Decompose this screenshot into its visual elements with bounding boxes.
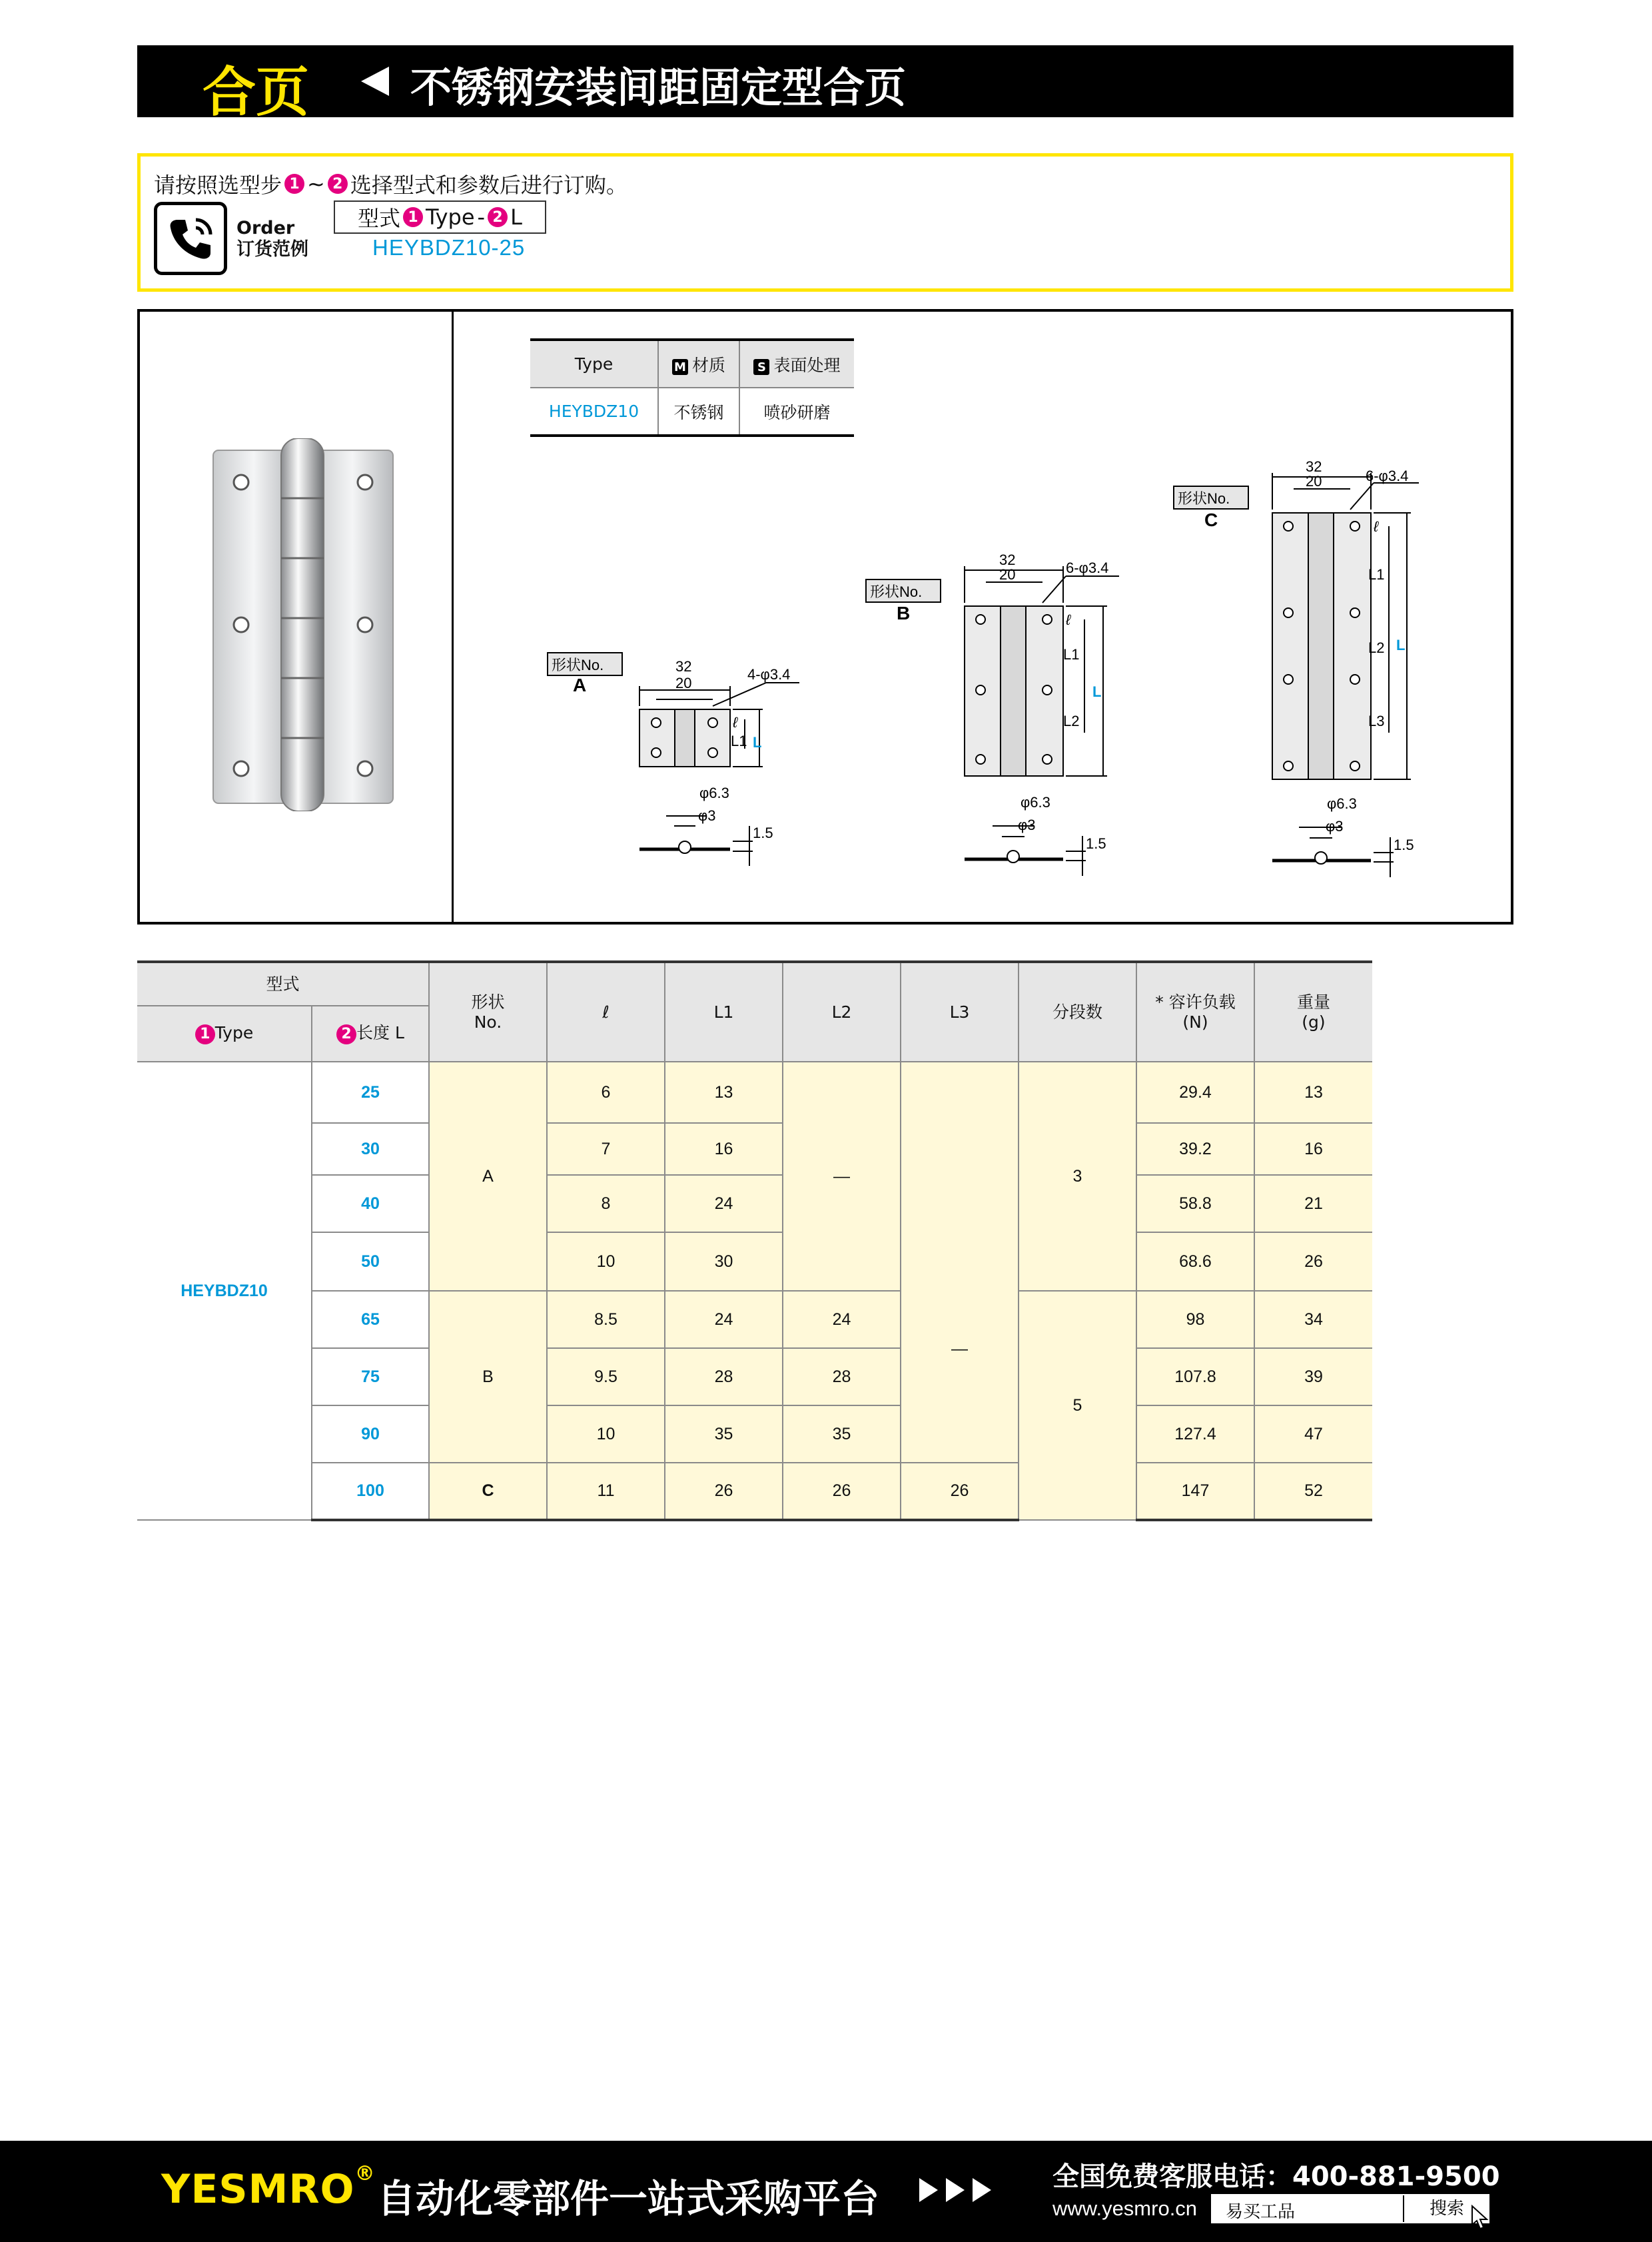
- dim-c-L1: L1: [1368, 566, 1385, 583]
- segments-b-cell: 5: [1019, 1291, 1136, 1520]
- length-cell: 30: [312, 1123, 429, 1175]
- shape-b-label: 形状No.: [870, 583, 923, 600]
- header-type-label: Type: [214, 1023, 254, 1042]
- load-cell: 147: [1136, 1463, 1254, 1520]
- dim-b-L: L: [1092, 683, 1102, 700]
- L1-cell: 24: [665, 1291, 783, 1348]
- dim-a-L: L: [753, 734, 762, 751]
- order-format: [334, 200, 546, 234]
- weight-cell: 16: [1254, 1123, 1372, 1175]
- header-length: [312, 1006, 429, 1062]
- spec-header-type: Type: [530, 340, 658, 388]
- table-row: [137, 1232, 1372, 1291]
- weight-cell: 47: [1254, 1405, 1372, 1463]
- dim-c-l: ℓ: [1374, 518, 1379, 535]
- dim-c-L: L: [1396, 637, 1406, 653]
- hotline: 全国免费客服电话：400-881-9500: [1052, 2161, 1500, 2192]
- format-step-1-badge: 1: [403, 207, 423, 227]
- segments-a-cell: 3: [1019, 1062, 1136, 1291]
- header-group: 型式: [137, 962, 429, 1006]
- website-link[interactable]: www.yesmro.cn: [1052, 2197, 1198, 2220]
- length-cell: 90: [312, 1405, 429, 1463]
- panel-divider: [452, 312, 454, 922]
- yesmro-logo[interactable]: [161, 2162, 376, 2213]
- dim-a-phi63: φ6.3: [699, 785, 729, 801]
- instruction-text-end: 选择型式和参数后进行订购。: [350, 173, 627, 198]
- weight-cell: 34: [1254, 1291, 1372, 1348]
- dim-a-20: 20: [675, 675, 692, 691]
- header-L1: L1: [665, 962, 783, 1062]
- format-dash: -: [477, 204, 486, 230]
- dim-c-20: 20: [1306, 473, 1322, 490]
- hinge-photo: [206, 438, 400, 811]
- L3-cell: 26: [901, 1463, 1019, 1520]
- dim-b-t15: 1.5: [1086, 835, 1106, 852]
- table-row: [137, 1062, 1372, 1123]
- spec-surface-value: 喷砂研磨: [739, 388, 854, 436]
- search-button[interactable]: 搜索: [1403, 2195, 1489, 2222]
- load-cell: 29.4: [1136, 1062, 1254, 1123]
- L2-cell: 35: [783, 1405, 901, 1463]
- arrow-left-icon: [361, 67, 389, 96]
- l-cell: 11: [547, 1463, 665, 1520]
- play-arrow-icon: [946, 2178, 965, 2202]
- dim-b-phi63: φ6.3: [1021, 794, 1050, 811]
- l-cell: 8: [547, 1175, 665, 1232]
- length-cell: 25: [312, 1062, 429, 1123]
- weight-cell: 39: [1254, 1348, 1372, 1405]
- l-cell: 10: [547, 1232, 665, 1291]
- shape-a-letter: A: [573, 675, 587, 695]
- load-cell: 68.6: [1136, 1232, 1254, 1291]
- dimension-table: [137, 960, 1372, 1521]
- L1-cell: 13: [665, 1062, 783, 1123]
- dim-b-L2: L2: [1063, 713, 1080, 729]
- load-cell: 98: [1136, 1291, 1254, 1348]
- L1-cell: 26: [665, 1463, 783, 1520]
- header-weight-label: 重量: [1296, 992, 1330, 1012]
- length-cell: 65: [312, 1291, 429, 1348]
- play-arrow-icon: [919, 2178, 938, 2202]
- L1-cell: 16: [665, 1123, 783, 1175]
- cursor-icon: [1471, 2205, 1491, 2231]
- header-load: [1136, 962, 1254, 1062]
- dim-a-32: 32: [675, 658, 692, 675]
- shape-a-label: 形状No.: [552, 657, 604, 673]
- length-cell: 50: [312, 1232, 429, 1291]
- header-shape: [429, 962, 547, 1062]
- table-row: [137, 1291, 1372, 1348]
- dim-a-holes: 4-φ3.4: [747, 666, 791, 683]
- dim-a-L1: L1: [731, 733, 747, 749]
- dim-b-32: 32: [999, 552, 1016, 568]
- order-example: HEYBDZ10-25: [372, 235, 526, 260]
- dim-b-holes: 6-φ3.4: [1066, 560, 1109, 576]
- logo-text: YESMRO: [161, 2166, 355, 2213]
- dim-a-l: ℓ: [733, 714, 738, 731]
- surface-icon: S: [753, 359, 769, 375]
- order-box: [137, 153, 1513, 292]
- table-row: [137, 1175, 1372, 1232]
- format-length: L: [510, 204, 522, 230]
- length-cell: 100: [312, 1463, 429, 1520]
- table-row: [137, 1463, 1372, 1520]
- shape-b-cell: B: [429, 1291, 547, 1463]
- length-cell: 40: [312, 1175, 429, 1232]
- l-cell: 7: [547, 1123, 665, 1175]
- dim-b-20: 20: [999, 566, 1016, 583]
- header-weight-unit: (g): [1302, 1012, 1326, 1032]
- spec-material-value: 不锈钢: [658, 388, 739, 436]
- search-box[interactable]: [1211, 2194, 1489, 2223]
- header-length-label: 长度 L: [356, 1023, 404, 1042]
- shape-b-letter: B: [897, 603, 911, 623]
- footer-bar: [0, 2141, 1652, 2242]
- L1-cell: 24: [665, 1175, 783, 1232]
- L2-cell: 26: [783, 1463, 901, 1520]
- step-1-badge: 1: [284, 174, 304, 194]
- weight-cell: 21: [1254, 1175, 1372, 1232]
- dim-c-phi3: φ3: [1326, 818, 1344, 835]
- L2-cell: 24: [783, 1291, 901, 1348]
- l-cell: 6: [547, 1062, 665, 1123]
- dim-c-t15: 1.5: [1394, 837, 1414, 853]
- instruction-text: 请按照选型步: [154, 173, 282, 198]
- shape-c-label: 形状No.: [1178, 490, 1230, 507]
- spec-header-material-label: 材质: [691, 355, 725, 375]
- load-cell: 58.8: [1136, 1175, 1254, 1232]
- weight-cell: 13: [1254, 1062, 1372, 1123]
- footer-slogan: 自动化零部件一站式采购平台: [377, 2176, 880, 2221]
- registered-mark: ®: [354, 2162, 376, 2185]
- dim-a-t15: 1.5: [753, 825, 773, 841]
- order-label: [236, 218, 308, 260]
- header-l: ℓ: [547, 962, 665, 1062]
- order-label-en: Order: [236, 218, 295, 238]
- weight-cell: 26: [1254, 1232, 1372, 1291]
- dim-c-L3: L3: [1368, 713, 1385, 729]
- shape-c-letter: C: [1204, 510, 1218, 530]
- header-L3: L3: [901, 962, 1019, 1062]
- header-type: [137, 1006, 312, 1062]
- play-arrow-icon: [973, 2178, 991, 2202]
- format-step-2-badge: 2: [488, 207, 508, 227]
- dim-c-phi63: φ6.3: [1327, 795, 1357, 812]
- spec-header-surface: [739, 340, 854, 388]
- l-cell: 10: [547, 1405, 665, 1463]
- dim-b-phi3: φ3: [1018, 817, 1036, 833]
- shape-a-cell: A: [429, 1062, 547, 1291]
- dim-c-holes: 6-φ3.4: [1366, 468, 1409, 484]
- L1-cell: 28: [665, 1348, 783, 1405]
- technical-drawings: [533, 453, 1439, 879]
- load-cell: 127.4: [1136, 1405, 1254, 1463]
- dim-c-L2: L2: [1368, 639, 1385, 656]
- format-type: Type: [426, 204, 475, 230]
- dim-b-l: ℓ: [1066, 611, 1071, 628]
- load-cell: 107.8: [1136, 1348, 1254, 1405]
- dim-b-L1: L1: [1063, 646, 1080, 663]
- L1-cell: 30: [665, 1232, 783, 1291]
- phone-order-icon: [154, 202, 227, 275]
- header-shape-cn: 形状: [471, 992, 505, 1012]
- L3-dash-cell: —: [901, 1062, 1019, 1463]
- l-cell: 8.5: [547, 1291, 665, 1348]
- table-row: [137, 1405, 1372, 1463]
- header-weight: [1254, 962, 1372, 1062]
- type-cell: HEYBDZ10: [137, 1062, 312, 1520]
- L1-cell: 35: [665, 1405, 783, 1463]
- L2-cell: 28: [783, 1348, 901, 1405]
- header-load-label: * 容许负载: [1155, 992, 1236, 1012]
- header-bar: [137, 45, 1513, 123]
- order-instruction: [154, 169, 627, 199]
- instruction-tilde: ~: [307, 171, 325, 196]
- length-cell: 75: [312, 1348, 429, 1405]
- L2-dash-cell: —: [783, 1062, 901, 1291]
- header-load-unit: (N): [1182, 1012, 1208, 1032]
- weight-cell: 52: [1254, 1463, 1372, 1520]
- dim-a-phi3: φ3: [698, 807, 716, 824]
- dim-c-32: 32: [1306, 458, 1322, 475]
- category-title: 合页: [203, 61, 309, 123]
- header-L2: L2: [783, 962, 901, 1062]
- load-cell: 39.2: [1136, 1123, 1254, 1175]
- format-prefix: 型式: [358, 206, 401, 231]
- order-label-cn: 订货范例: [236, 239, 308, 260]
- header-type-badge: 1: [195, 1024, 215, 1044]
- spec-header-surface-label: 表面处理: [773, 355, 841, 375]
- step-2-badge: 2: [328, 174, 348, 194]
- shape-c-cell: C: [429, 1463, 547, 1520]
- header-shape-no: No.: [474, 1012, 502, 1032]
- table-row: [137, 1348, 1372, 1405]
- l-cell: 9.5: [547, 1348, 665, 1405]
- header-length-badge: 2: [336, 1024, 356, 1044]
- page-title: 不锈钢安装间距固定型合页: [410, 63, 907, 112]
- spec-type-value: HEYBDZ10: [530, 388, 658, 436]
- table-row: [137, 1123, 1372, 1175]
- header-segments: 分段数: [1019, 962, 1136, 1062]
- material-icon: M: [672, 359, 688, 375]
- spec-table: [530, 338, 854, 437]
- search-input[interactable]: 易买工品: [1226, 2202, 1296, 2222]
- spec-header-material: [658, 340, 739, 388]
